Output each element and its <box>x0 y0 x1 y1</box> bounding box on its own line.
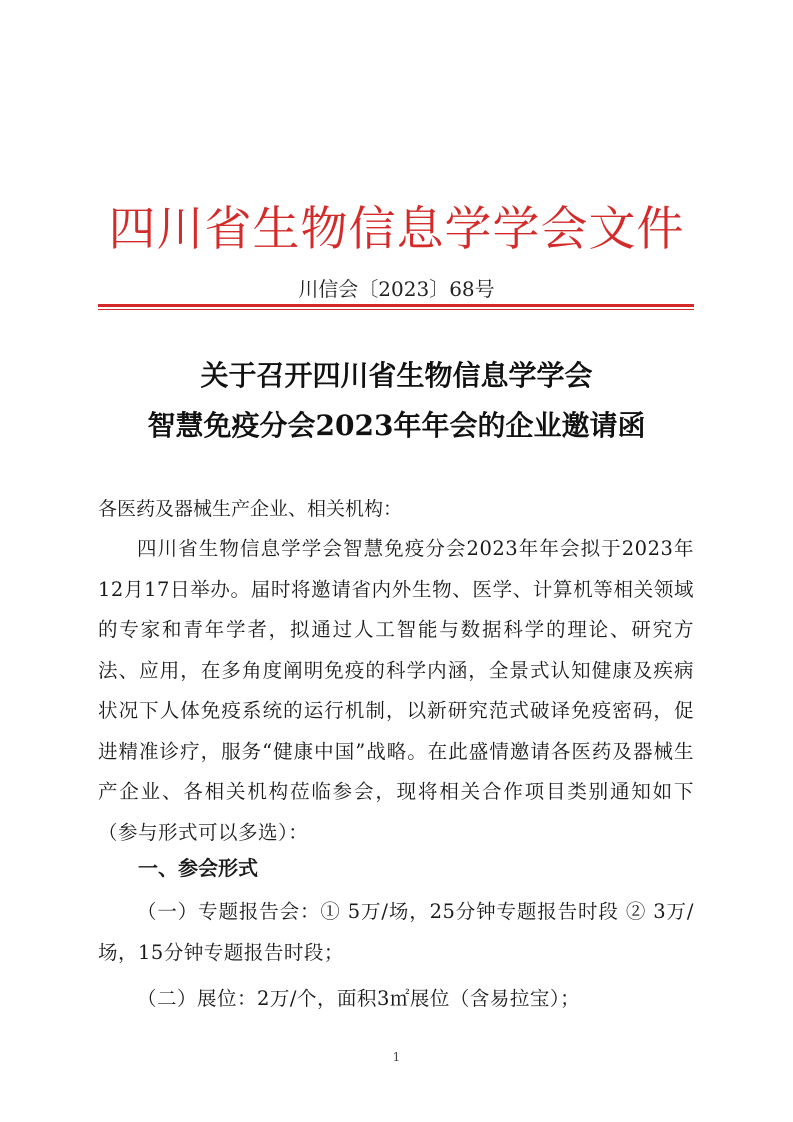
organization-header-title: 四川省生物信息学学会文件 <box>108 202 685 257</box>
red-divider-thick <box>98 304 694 307</box>
section-heading: 一、参会形式 <box>138 856 258 880</box>
list-item-keynote: （一）专题报告会：① 5万/场，25分钟专题报告时段 ② 3万/场，15分钟专题报告时段； <box>98 900 694 964</box>
salutation: 各医药及器械生产企业、相关机构： <box>98 498 403 520</box>
document-title-line-1: 关于召开四川省生物信息学学会 <box>200 359 593 392</box>
document-title-line-2: 智慧免疫分会2023年年会的企业邀请函 <box>147 409 646 442</box>
page-number: 1 <box>392 1050 401 1064</box>
red-divider-thin <box>98 309 694 310</box>
body-paragraph: 四川省生物信息学学会智慧免疫分会2023年年会拟于2023年12月17日举办。届时将邀请省内外生物、医学、计算机等相关领域的专家和青年学者，拟通过人工智能与数据科学的理论、研究方法、应用，在多角度阐明免疫的科学内涵，全景式认知健康及疾病状况下人体免疫系统的运行机制，以新研究范式破译免疫密码，促进精准诊疗，服务“健康中国”战略。在此盛情邀请各医药及器械生产企业、各相关机构莅临参会，现将相关合作项目类别通知如下（参与形式可以多选）： <box>98 537 694 844</box>
document-number: 川信会〔2023〕68号 <box>298 277 495 301</box>
list-item-booth: （二）展位：2万/个，面积3㎡展位（含易拉宝）； <box>137 987 581 1010</box>
